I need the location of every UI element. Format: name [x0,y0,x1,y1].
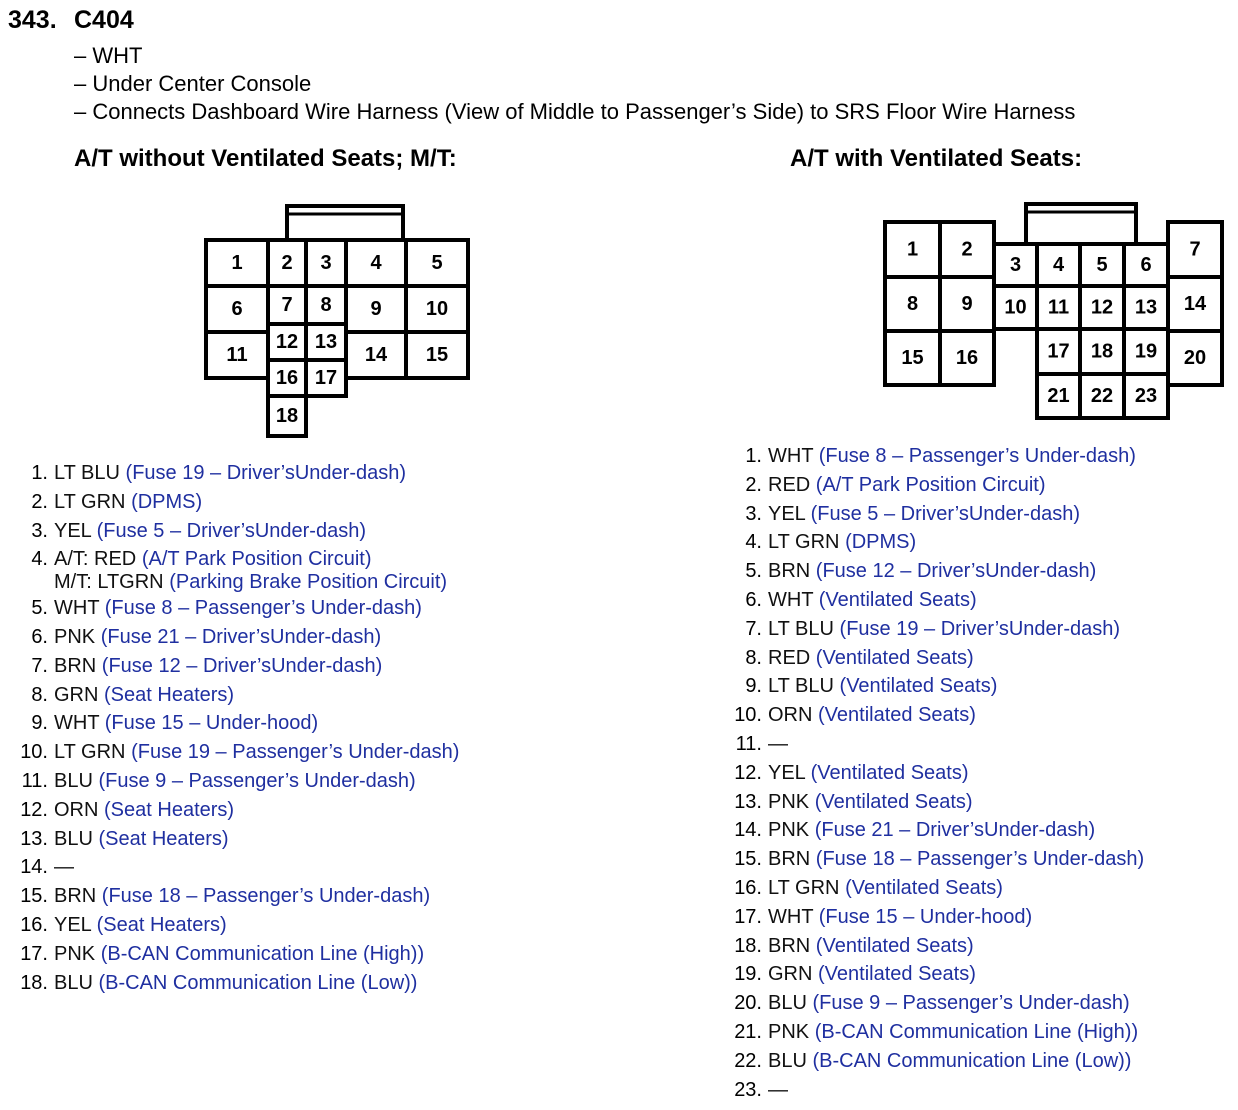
pin-row [722,701,1144,730]
circuit-description: (DPMS) [131,490,203,513]
wire-color: LT GRN [54,741,126,764]
pin-row [722,989,1144,1018]
pin-row [8,594,459,623]
pin-row [722,759,1144,788]
pin-details [768,788,973,817]
wire-color: WHT [54,597,100,620]
wire-color: WHT [54,712,100,735]
pin-number: 7. [31,654,48,677]
wire-color: LT GRN [54,490,126,513]
wire-color: BRN [768,934,811,957]
pin-cavity-label: 18 [275,405,299,427]
pin-details [768,816,1095,845]
pin-details [768,759,969,788]
pin-number: 22. [734,1049,762,1072]
pin-cavity-label: 11 [226,344,248,366]
pin-row [722,442,1144,471]
pin-number: 17. [734,905,762,928]
pin-details [768,1047,1131,1076]
pin-cavity-label: 21 [1047,385,1070,407]
alt-wire-line [54,570,447,594]
pin-number: 15. [734,848,762,871]
circuit-description: (Ventilated Seats) [818,588,977,611]
pin-number: 23. [734,1078,762,1101]
circuit-description: (Fuse 9 – Passenger’s Under-dash) [812,992,1130,1015]
pin-cavity-label: 1 [906,238,919,261]
pin-row [722,471,1144,500]
pin-details [54,796,234,825]
pin-row [722,500,1144,529]
pin-number: 10. [734,704,762,727]
pin-number: 9. [745,675,762,698]
pin-cavity-label: 14 [1183,293,1207,315]
pin-number: 20. [734,992,762,1015]
pin-number: 2. [31,490,48,513]
pin-details [54,545,447,594]
alt-circuit-description: (Parking Brake Position Circuit) [169,571,448,594]
pin-details [768,932,974,961]
circuit-description: (Seat Heaters) [104,798,235,821]
pin-cavity-label: 7 [281,294,293,316]
wire-color: LT BLU [54,462,120,484]
pin-details [54,488,202,517]
pin-number: 5. [31,597,48,620]
circuit-description: (B-CAN Communication Line (Low)) [812,1049,1132,1072]
pin-details [54,882,430,911]
pin-cavity-label: 13 [1134,296,1158,319]
circuit-description: (A/T Park Position Circuit) [141,548,372,571]
wire-color: YEL [768,761,806,784]
right-pin-list [722,442,1144,1104]
pin-details [54,969,417,998]
pin-row [8,940,459,969]
pin-row [722,874,1144,903]
wire-color: WHT [768,588,814,611]
pin-details [54,853,74,882]
right-variant-heading: A/T with Ventilated Seats: [790,145,1083,172]
pin-cavity-label: 7 [1189,238,1201,261]
pin-cavity-label: 6 [231,298,243,320]
circuit-description: (DPMS) [845,531,917,554]
pin-cavity-label: 1 [231,252,243,274]
pin-details [54,911,227,940]
pin-row [722,932,1144,961]
pin-details [54,767,416,796]
circuit-description: (Fuse 18 – Passenger’s Under-dash) [815,848,1145,871]
pin-details [768,1018,1138,1047]
wire-color: ORN [54,798,99,821]
pin-details [768,845,1144,874]
pin-cavity-label: 20 [1183,347,1207,369]
pin-row [8,517,459,546]
pin-details [768,471,1045,500]
pin-row [8,459,459,488]
pin-number: 10. [20,741,48,764]
pin-details [768,586,977,615]
circuit-description: (Fuse 19 – Passenger’s Under-dash) [131,741,460,764]
right-connector-face [885,204,1222,418]
pin-row [8,652,459,681]
pin-row [8,545,459,594]
circuit-description: (Seat Heaters) [98,827,229,850]
pin-row [8,911,459,940]
circuit-description: (Ventilated Seats) [815,934,974,957]
wire-color: PNK [54,942,96,965]
pin-number: 4. [745,531,762,554]
pin-row [722,528,1144,557]
circuit-description: (Ventilated Seats) [818,704,976,727]
left-variant-heading: A/T without Ventilated Seats; M/T: [74,145,457,172]
pin-cavity-label: 17 [314,367,338,389]
alt-wire-color: M/T: LTGRN [54,571,164,594]
pin-details [768,903,1032,932]
pin-cavity-label: 2 [281,252,293,274]
wire-color: WHT [768,905,814,928]
circuit-description: (Seat Heaters) [96,913,227,936]
pin-details [768,701,976,730]
circuit-description: (B-CAN Communication Line (Low)) [98,971,418,994]
circuit-description: (Ventilated Seats) [839,675,998,698]
pin-number: 3. [745,502,762,525]
wire-color: PNK [768,1020,810,1043]
pin-row [722,903,1144,932]
pin-row [8,882,459,911]
pin-row [722,557,1144,586]
pin-details [54,709,318,738]
pin-details [54,738,459,767]
wire-color: A/T: RED [54,548,137,571]
pin-number: 3. [31,519,48,542]
circuit-description: (Ventilated Seats) [818,963,976,986]
circuit-description: (Fuse 19 – Driver’sUnder-dash) [125,462,407,484]
pin-details [54,940,424,969]
circuit-description: (Fuse 19 – Driver’sUnder-dash) [839,617,1121,640]
pin-number: 4. [31,548,48,571]
pin-details [768,989,1130,1018]
pin-cavity-label: 2 [961,238,973,261]
pin-row [722,788,1144,817]
pin-details [54,681,234,710]
pin-number: 12. [20,798,48,821]
circuit-description: (Fuse 18 – Passenger’s Under-dash) [101,885,431,908]
circuit-description: (Fuse 21 – Driver’sUnder-dash) [814,819,1096,842]
pin-cavity-label: 4 [370,252,382,274]
entry-number: 343. [8,6,57,34]
pin-row [722,586,1144,615]
pin-number: 14. [20,856,48,879]
pin-details [768,615,1120,644]
pin-cavity-label: 17 [1047,340,1070,363]
pin-number: 11. [735,732,762,755]
pin-row [722,960,1144,989]
pin-cavity-label: 19 [1134,340,1158,363]
pin-cavity-label: 4 [1052,254,1065,276]
pin-cavity-label: 13 [314,331,338,353]
pin-number: 16. [734,876,762,899]
pin-details [54,517,366,546]
pin-row [722,730,1144,759]
pin-cavity-label: 5 [1096,254,1108,276]
wire-color: BLU [54,827,93,850]
pin-number: 12. [734,761,762,784]
pin-cavity-label: 12 [275,331,299,353]
connector-color: – WHT [74,43,143,68]
wire-color: BLU [54,971,93,994]
pin-details [768,557,1096,586]
circuit-description: (Fuse 9 – Passenger’s Under-dash) [98,769,416,792]
pin-cavity-label: 3 [320,252,332,274]
pin-number: 21. [734,1020,762,1043]
connector-latch [287,206,403,240]
circuit-description: (A/T Park Position Circuit) [815,473,1046,496]
pin-row [722,816,1144,845]
pin-row [8,709,459,738]
pin-number: 17. [20,942,48,965]
pin-number: 16. [20,913,48,936]
pin-number: 8. [31,683,48,706]
pin-number: 15. [20,885,48,908]
wire-color: — [54,856,74,879]
circuit-description: (Fuse 8 – Passenger’s Under-dash) [104,597,422,620]
pin-number: 18. [20,971,48,994]
left-pin-list [8,459,459,997]
pin-row [8,488,459,517]
wire-color: — [768,1078,788,1101]
circuit-description: (Fuse 5 – Driver’sUnder-dash) [810,502,1080,525]
circuit-description: (Fuse 21 – Driver’sUnder-dash) [100,625,382,648]
pin-cavity-label: 11 [1047,296,1070,319]
pin-cavity-label: 9 [961,293,973,315]
pin-number: 13. [734,790,762,813]
pin-cavity-label: 8 [906,293,919,315]
connector-id: C404 [74,6,134,34]
pin-cavity-label: 14 [364,344,388,366]
wire-color: PNK [54,625,96,648]
circuit-description: (Ventilated Seats) [845,876,1003,899]
wire-color: BLU [768,1049,807,1072]
pin-details [768,960,976,989]
wire-color: LT BLU [768,675,834,698]
wire-color: PNK [768,819,810,842]
circuit-description: (Ventilated Seats) [815,646,974,669]
circuit-description: (Fuse 15 – Under-hood) [104,712,319,735]
pin-cavity-label: 15 [901,347,924,369]
wire-color: RED [768,646,811,669]
wire-color: YEL [54,519,92,542]
pin-number: 18. [734,934,762,957]
pin-cavity-label: 6 [1140,254,1152,276]
pin-details [768,442,1136,471]
pin-number: 11. [21,769,48,792]
pin-details [54,594,422,623]
pin-number: 6. [745,588,762,611]
pin-number: 14. [734,819,762,842]
pin-row [722,845,1144,874]
circuit-description: (Seat Heaters) [104,683,235,706]
pin-details [768,730,788,759]
wire-color: — [768,732,788,755]
wire-color: GRN [768,963,813,986]
wire-color: GRN [54,683,99,706]
pin-row [722,1076,1144,1105]
circuit-description: (Ventilated Seats) [810,761,969,784]
pin-cavity-label: 5 [431,252,443,274]
pin-details [768,528,916,557]
connector-latch [1026,204,1136,244]
wire-color: YEL [54,913,92,936]
wire-color: PNK [768,790,810,813]
pin-number: 1. [745,445,762,467]
pin-details [54,652,382,681]
pin-number: 5. [745,560,762,583]
pin-cavity-label: 10 [1004,296,1027,319]
pin-row [8,825,459,854]
circuit-description: (Ventilated Seats) [814,790,973,813]
wire-color: BRN [768,560,811,583]
pin-details [54,623,381,652]
pin-number: 6. [31,625,48,648]
pin-details [768,672,997,701]
wire-color: YEL [768,502,806,525]
pin-details [768,500,1080,529]
pin-number: 8. [745,646,762,669]
wire-color: RED [768,473,811,496]
wire-color: BRN [768,848,811,871]
pin-row [8,623,459,652]
circuit-description: (Fuse 5 – Driver’sUnder-dash) [96,519,366,542]
wire-color: BRN [54,885,97,908]
pin-number: 9. [31,712,48,735]
circuit-description: (B-CAN Communication Line (High)) [100,942,425,965]
circuit-description: (Fuse 12 – Driver’sUnder-dash) [101,654,383,677]
pin-row [8,767,459,796]
pin-row [722,615,1144,644]
pin-row [722,672,1144,701]
pin-row [722,1018,1144,1047]
pin-row [8,853,459,882]
pin-cavity-label: 15 [425,344,449,366]
connector-location: – Under Center Console [74,71,312,96]
pin-row [8,738,459,767]
pin-cavity-label: 18 [1090,340,1114,363]
pin-cavity-label: 16 [955,347,979,369]
wire-color: BRN [54,654,97,677]
circuit-description: (Fuse 15 – Under-hood) [818,905,1033,928]
pin-details [54,459,406,488]
wire-color: ORN [768,704,813,727]
pin-details [54,825,229,854]
circuit-description: (Fuse 12 – Driver’sUnder-dash) [815,560,1097,583]
wire-color: LT GRN [768,531,840,554]
pin-cavity-label: 8 [320,294,332,316]
pin-details [768,644,974,673]
circuit-description: (Fuse 8 – Passenger’s Under-dash) [818,445,1136,467]
pin-number: 19. [734,963,762,986]
pin-number: 7. [745,617,762,640]
pin-cavity-label: 9 [370,298,382,320]
wire-color: LT GRN [768,876,840,899]
pin-cavity-label: 12 [1090,296,1114,319]
pin-number: 13. [20,827,48,850]
pin-row [8,681,459,710]
wire-color: WHT [768,445,814,467]
pin-cavity-label: 23 [1134,385,1158,407]
circuit-description: (B-CAN Communication Line (High)) [814,1020,1139,1043]
pin-number: 1. [31,462,48,484]
pin-number: 2. [745,473,762,496]
pin-details [768,1076,788,1105]
pin-cavity-label: 3 [1009,254,1022,276]
left-connector-face [206,206,468,436]
pin-cavity-label: 16 [275,367,299,389]
pin-row [722,1047,1144,1076]
pin-cavity-label: 10 [425,298,449,320]
pin-row [722,644,1144,673]
wire-color: BLU [54,769,93,792]
wire-color: LT BLU [768,617,834,640]
pin-cavity-label: 22 [1090,385,1114,407]
wire-color: BLU [768,992,807,1015]
pin-row [8,969,459,998]
pin-row [8,796,459,825]
pin-details [768,874,1003,903]
connector-connects: – Connects Dashboard Wire Harness (View of Middle to Passenger’s Side) to SRS Floor Wire Harness [74,99,1076,124]
